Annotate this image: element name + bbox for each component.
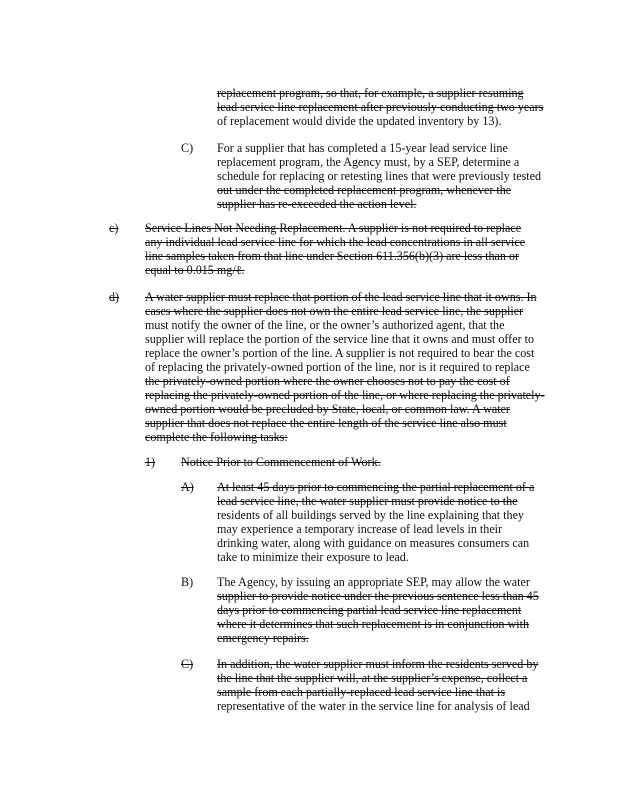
item-c-paragraph (145, 222, 565, 278)
text-line: cases where the supplier does not own the entire lead service line, the supplier (145, 303, 524, 318)
text-line: out under the completed replacement program, whenever the (217, 182, 512, 197)
text-line: must notify the owner of the line, or the owner’s authorized agent, that the (145, 317, 505, 332)
text-line: supplier to provide notice under the previous sentence less than 45 (217, 588, 539, 603)
top-continuation-paragraph (217, 87, 557, 129)
text-line: of replacing the privately-owned portion of the line, nor is it required to replace (145, 359, 530, 374)
text-line: replace the owner’s portion of the line. A supplier is not required to bear the cost (145, 345, 535, 360)
item-label-A: A) (181, 480, 194, 494)
text-line: At least 45 days prior to commencing the partial replacement of a (217, 480, 535, 494)
text-line: the privately-owned portion where the owner chooses not to pay the cost of (145, 373, 510, 388)
text-line: emergency repairs. (217, 630, 309, 645)
item-label-C-bottom: C) (181, 657, 194, 671)
text-line: sample from each partially-replaced lead service line that is (217, 684, 506, 699)
text-line: take to minimize their exposure to lead. (217, 549, 409, 564)
section-heading: Notice Prior to Commencement of Work. (181, 455, 381, 469)
item-d-paragraph (145, 291, 565, 444)
text-line: replacement program, so that, for example, a supplier resuming (217, 86, 524, 100)
text-line: lead service line replacement after previously conducting two years (217, 99, 544, 114)
text-line: representative of the water in the service line for analysis of lead (217, 698, 530, 713)
item-B-paragraph (217, 576, 557, 646)
text-line: lead service line, the water supplier must provide notice to the (217, 493, 518, 508)
text-line: the line that the supplier will, at the supplier’s expense, collect a (217, 670, 528, 685)
text-line: supplier that does not replace the entire length of the service line also must (145, 415, 507, 430)
text-line: equal to 0.015 mg/ℓ. (145, 262, 245, 277)
text-line: For a supplier that has completed a 15-year lead service line (217, 141, 508, 155)
text-line: drinking water, along with guidance on measures consumers can (217, 535, 530, 550)
text-line: A water supplier must replace that portion of the lead service line that it owns. In (145, 290, 537, 304)
text-line: supplier will replace the portion of the service line that it owns and must offer to (145, 331, 535, 346)
text-line: replacing the privately-owned portion of the line, or where replacing the privately- (145, 387, 545, 402)
item-C-top-paragraph (217, 142, 557, 212)
text-line: complete the following tasks: (145, 429, 288, 444)
item-label-d: d) (109, 290, 120, 304)
text-line: supplier has re-exceeded the action level. (217, 196, 417, 211)
text-line: may experience a temporary increase of lead levels in their (217, 521, 503, 536)
text-line: replacement program, the Agency must, by a SEP, determine a (217, 154, 520, 169)
item-label-1: 1) (145, 455, 156, 469)
text-line: owned portion would be precluded by State, local, or common law. A water (145, 401, 510, 416)
text-line: Service Lines Not Needing Replacement. A supplier is not required to replace (145, 221, 522, 235)
item-label-C-top: C) (181, 141, 194, 155)
text-line: any individual lead service line for which the lead concentrations in all service (145, 234, 526, 249)
item-label-c: c) (109, 221, 119, 235)
item-1-heading (181, 456, 381, 470)
text-line: residents of all buildings served by the line explaining that they (217, 507, 524, 522)
text-line: schedule for replacing or retesting lines that were previously tested (217, 168, 542, 183)
text-line: where it determines that such replacement is in conjunction with (217, 616, 529, 631)
text-line: The Agency, by issuing an appropriate SEP, may allow the water (217, 575, 530, 589)
text-line: line samples taken from that line under Section 611.356(b)(3) are less than or (145, 248, 520, 263)
text-line: of replacement would divide the updated inventory by 13). (217, 113, 502, 128)
item-A-paragraph (217, 481, 557, 565)
text-line: In addition, the water supplier must inform the residents served by (217, 657, 539, 671)
item-label-B: B) (181, 575, 194, 589)
item-C-bottom-paragraph (217, 658, 557, 714)
text-line: days prior to commencing partial lead service line replacement (217, 602, 522, 617)
